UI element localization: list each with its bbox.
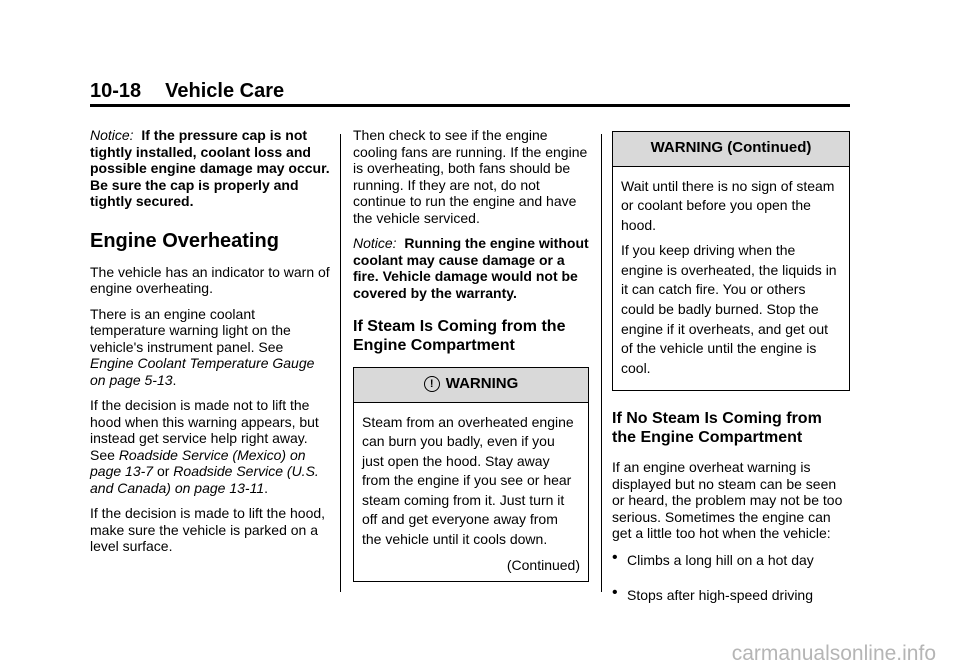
column-1 bbox=[90, 127, 330, 564]
list-item: • Climbs a long hill on a hot day bbox=[612, 551, 850, 570]
paragraph: If the decision is made to lift the hood, make sure the vehicle is parked on a level surface. bbox=[90, 505, 326, 554]
notice-text: If the pressure cap is not tightly installed, coolant loss and possible engine damage may occur. Be sure the cap is properly and tightly secured. bbox=[90, 127, 330, 209]
subheading: If Steam Is Coming from the Engine Compartment bbox=[353, 318, 566, 354]
notice-label: Notice: bbox=[90, 127, 134, 143]
bullet-list bbox=[612, 551, 850, 605]
cross-reference-link[interactable]: Roadside Service (U.S. and Canada) on page 13-11 bbox=[90, 463, 319, 496]
notice-paragraph bbox=[90, 127, 330, 210]
watermark: carmanualsonline.info bbox=[731, 642, 936, 665]
notice-text: Running the engine without coolant may cause damage or a fire. Vehicle damage would not be covered by the warranty. bbox=[353, 235, 589, 301]
notice-paragraph bbox=[353, 235, 589, 301]
page-number: 10-18 bbox=[90, 80, 142, 102]
warning-body bbox=[354, 403, 588, 582]
warning-text: Steam from an overheated engine can burn you badly, even if you just open the hood. Stay away from the engine if you see or hear steam coming from it. Just turn it off and get everyone away from the vehicle until it cools down. bbox=[362, 413, 574, 548]
section-title: Vehicle Care bbox=[165, 80, 285, 102]
warning-body bbox=[613, 167, 849, 391]
warning-text: Wait until there is no sign of steam or coolant before you open the hood. bbox=[621, 177, 835, 233]
column-3 bbox=[612, 131, 850, 621]
cross-reference-link[interactable]: Roadside Service (Mexico) on page 13-7 bbox=[90, 446, 306, 479]
list-item: • Stops after high-speed driving bbox=[612, 586, 850, 605]
warning-title: WARNING (Continued) bbox=[650, 139, 812, 156]
column-divider-2 bbox=[601, 134, 602, 592]
paragraph: Then check to see if the engine cooling fans are running. If the engine is overheating, both fans should be running. If they are not, do not continue to run the engine and have the vehicle serviced. bbox=[353, 127, 588, 226]
paragraph: The vehicle has an indicator to warn of engine overheating. bbox=[90, 263, 330, 296]
warning-symbol-icon: ! bbox=[424, 376, 440, 392]
cross-reference-link[interactable]: Engine Coolant Temperature Gauge on page 5-13 bbox=[90, 355, 315, 388]
warning-text: If you keep driving when the engine is overheated, the liquids in it can catch fire. You or others could be badly burned. Stop the engine if it overheats, and get out of the vehicle until the engine is cool. bbox=[621, 242, 837, 376]
paragraph: If the decision is made not to lift the hood when this warning appears, but instead get service help right away. See Roadside Service (Mexico) on page 13-7 or Roadside Service (U.S. and Canada) on page 13-11. bbox=[90, 397, 319, 496]
column-divider-1 bbox=[340, 134, 341, 592]
warning-box bbox=[353, 367, 589, 582]
continued-label: (Continued) bbox=[506, 556, 580, 573]
paragraph: There is an engine coolant temperature warning light on the vehicle's instrument panel. See Engine Coolant Temperature Gauge on page 5-13. bbox=[90, 305, 315, 388]
subheading: If No Steam Is Coming from the Engine Compartment bbox=[612, 410, 822, 447]
warning-header bbox=[354, 368, 588, 403]
header-rule bbox=[90, 104, 850, 107]
page-header bbox=[90, 80, 284, 103]
paragraph: If an engine overheat warning is displayed but no steam can be seen or heard, the problem may not be too serious. Sometimes the engine can get a little too hot when the vehicle: bbox=[612, 459, 843, 542]
notice-label: Notice: bbox=[353, 235, 397, 251]
column-2 bbox=[353, 127, 589, 582]
warning-header bbox=[613, 132, 849, 167]
warning-box-continued bbox=[612, 131, 850, 391]
warning-title: WARNING bbox=[445, 375, 519, 392]
section-heading: Engine Overheating bbox=[90, 229, 279, 252]
